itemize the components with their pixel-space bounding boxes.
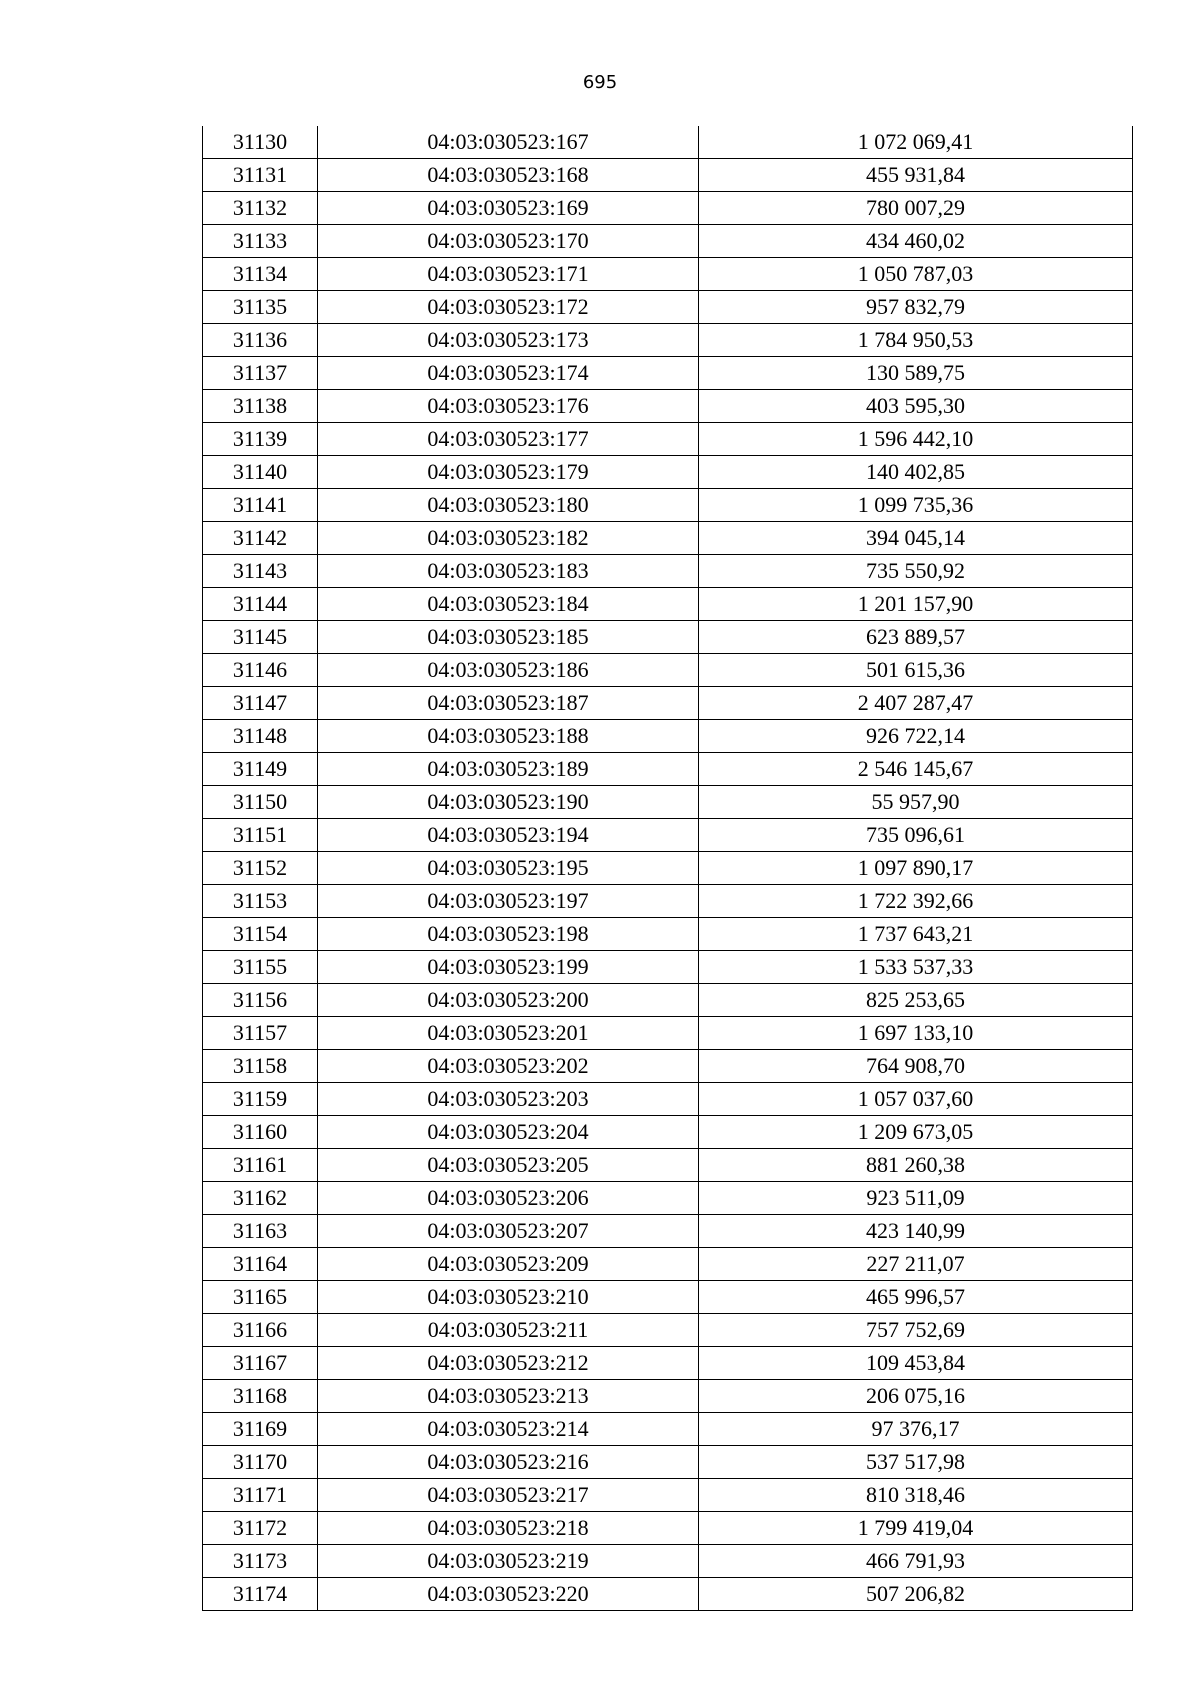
cadastral-number-cell: 04:03:030523:173 xyxy=(318,324,699,357)
table-row xyxy=(203,1149,1133,1182)
row-number-cell: 31136 xyxy=(203,324,318,357)
cadastral-value-cell: 1 097 890,17 xyxy=(699,852,1133,885)
cadastral-value-table xyxy=(202,126,1133,1611)
table-row xyxy=(203,984,1133,1017)
cadastral-value-cell: 780 007,29 xyxy=(699,192,1133,225)
cadastral-value-cell: 1 050 787,03 xyxy=(699,258,1133,291)
row-number-cell: 31147 xyxy=(203,687,318,720)
row-number-cell: 31131 xyxy=(203,159,318,192)
cadastral-value-cell: 1 057 037,60 xyxy=(699,1083,1133,1116)
row-number-cell: 31171 xyxy=(203,1479,318,1512)
cadastral-number-cell: 04:03:030523:219 xyxy=(318,1545,699,1578)
cadastral-number-cell: 04:03:030523:195 xyxy=(318,852,699,885)
row-number-cell: 31170 xyxy=(203,1446,318,1479)
table-row xyxy=(203,654,1133,687)
table-row xyxy=(203,885,1133,918)
cadastral-value-cell: 206 075,16 xyxy=(699,1380,1133,1413)
cadastral-number-cell: 04:03:030523:189 xyxy=(318,753,699,786)
row-number-cell: 31156 xyxy=(203,984,318,1017)
row-number-cell: 31153 xyxy=(203,885,318,918)
table-row xyxy=(203,720,1133,753)
table-row xyxy=(203,1314,1133,1347)
cadastral-value-cell: 757 752,69 xyxy=(699,1314,1133,1347)
table-row xyxy=(203,423,1133,456)
row-number-cell: 31134 xyxy=(203,258,318,291)
table-row xyxy=(203,390,1133,423)
cadastral-number-cell: 04:03:030523:168 xyxy=(318,159,699,192)
cadastral-value-cell: 130 589,75 xyxy=(699,357,1133,390)
cadastral-value-cell: 735 550,92 xyxy=(699,555,1133,588)
row-number-cell: 31169 xyxy=(203,1413,318,1446)
table-row xyxy=(203,753,1133,786)
table-row xyxy=(203,192,1133,225)
cadastral-value-cell: 466 791,93 xyxy=(699,1545,1133,1578)
cadastral-value-cell: 1 201 157,90 xyxy=(699,588,1133,621)
cadastral-number-cell: 04:03:030523:204 xyxy=(318,1116,699,1149)
cadastral-number-cell: 04:03:030523:182 xyxy=(318,522,699,555)
cadastral-number-cell: 04:03:030523:205 xyxy=(318,1149,699,1182)
cadastral-value-cell: 810 318,46 xyxy=(699,1479,1133,1512)
row-number-cell: 31132 xyxy=(203,192,318,225)
cadastral-number-cell: 04:03:030523:179 xyxy=(318,456,699,489)
row-number-cell: 31157 xyxy=(203,1017,318,1050)
cadastral-number-cell: 04:03:030523:186 xyxy=(318,654,699,687)
row-number-cell: 31160 xyxy=(203,1116,318,1149)
table-row xyxy=(203,1215,1133,1248)
cadastral-number-cell: 04:03:030523:176 xyxy=(318,390,699,423)
table-row xyxy=(203,786,1133,819)
page-number: 695 xyxy=(582,72,618,93)
cadastral-number-cell: 04:03:030523:190 xyxy=(318,786,699,819)
cadastral-number-cell: 04:03:030523:198 xyxy=(318,918,699,951)
table-row xyxy=(203,522,1133,555)
table-row xyxy=(203,1479,1133,1512)
row-number-cell: 31149 xyxy=(203,753,318,786)
row-number-cell: 31164 xyxy=(203,1248,318,1281)
cadastral-value-cell: 881 260,38 xyxy=(699,1149,1133,1182)
cadastral-value-cell: 1 722 392,66 xyxy=(699,885,1133,918)
cadastral-number-cell: 04:03:030523:200 xyxy=(318,984,699,1017)
cadastral-number-cell: 04:03:030523:169 xyxy=(318,192,699,225)
row-number-cell: 31172 xyxy=(203,1512,318,1545)
table-row xyxy=(203,1446,1133,1479)
cadastral-value-cell: 764 908,70 xyxy=(699,1050,1133,1083)
table-row xyxy=(203,126,1133,159)
row-number-cell: 31174 xyxy=(203,1578,318,1611)
row-number-cell: 31166 xyxy=(203,1314,318,1347)
row-number-cell: 31163 xyxy=(203,1215,318,1248)
table-row xyxy=(203,1116,1133,1149)
row-number-cell: 31140 xyxy=(203,456,318,489)
cadastral-value-cell: 1 737 643,21 xyxy=(699,918,1133,951)
cadastral-value-cell: 825 253,65 xyxy=(699,984,1133,1017)
cadastral-value-cell: 507 206,82 xyxy=(699,1578,1133,1611)
cadastral-number-cell: 04:03:030523:180 xyxy=(318,489,699,522)
cadastral-value-cell: 957 832,79 xyxy=(699,291,1133,324)
cadastral-value-cell: 735 096,61 xyxy=(699,819,1133,852)
table-row xyxy=(203,159,1133,192)
table-row xyxy=(203,456,1133,489)
cadastral-value-cell: 2 546 145,67 xyxy=(699,753,1133,786)
row-number-cell: 31145 xyxy=(203,621,318,654)
table-row xyxy=(203,489,1133,522)
cadastral-value-cell: 923 511,09 xyxy=(699,1182,1133,1215)
row-number-cell: 31158 xyxy=(203,1050,318,1083)
cadastral-number-cell: 04:03:030523:218 xyxy=(318,1512,699,1545)
cadastral-value-cell: 1 099 735,36 xyxy=(699,489,1133,522)
row-number-cell: 31133 xyxy=(203,225,318,258)
cadastral-value-cell: 140 402,85 xyxy=(699,456,1133,489)
cadastral-number-cell: 04:03:030523:174 xyxy=(318,357,699,390)
cadastral-number-cell: 04:03:030523:203 xyxy=(318,1083,699,1116)
cadastral-value-cell: 1 596 442,10 xyxy=(699,423,1133,456)
table-row xyxy=(203,918,1133,951)
cadastral-number-cell: 04:03:030523:167 xyxy=(318,126,699,159)
cadastral-number-cell: 04:03:030523:212 xyxy=(318,1347,699,1380)
row-number-cell: 31146 xyxy=(203,654,318,687)
row-number-cell: 31135 xyxy=(203,291,318,324)
cadastral-value-cell: 2 407 287,47 xyxy=(699,687,1133,720)
cadastral-value-cell: 926 722,14 xyxy=(699,720,1133,753)
cadastral-number-cell: 04:03:030523:194 xyxy=(318,819,699,852)
cadastral-number-cell: 04:03:030523:210 xyxy=(318,1281,699,1314)
cadastral-number-cell: 04:03:030523:207 xyxy=(318,1215,699,1248)
cadastral-number-cell: 04:03:030523:187 xyxy=(318,687,699,720)
row-number-cell: 31141 xyxy=(203,489,318,522)
cadastral-number-cell: 04:03:030523:184 xyxy=(318,588,699,621)
row-number-cell: 31162 xyxy=(203,1182,318,1215)
table-row xyxy=(203,819,1133,852)
cadastral-number-cell: 04:03:030523:199 xyxy=(318,951,699,984)
row-number-cell: 31161 xyxy=(203,1149,318,1182)
row-number-cell: 31142 xyxy=(203,522,318,555)
table-row xyxy=(203,621,1133,654)
table-row xyxy=(203,324,1133,357)
cadastral-value-cell: 423 140,99 xyxy=(699,1215,1133,1248)
table-row xyxy=(203,1248,1133,1281)
cadastral-number-cell: 04:03:030523:201 xyxy=(318,1017,699,1050)
table-row xyxy=(203,258,1133,291)
row-number-cell: 31143 xyxy=(203,555,318,588)
row-number-cell: 31130 xyxy=(203,126,318,159)
table-row xyxy=(203,1050,1133,1083)
cadastral-number-cell: 04:03:030523:197 xyxy=(318,885,699,918)
table-row xyxy=(203,588,1133,621)
table-row xyxy=(203,291,1133,324)
table-row xyxy=(203,357,1133,390)
cadastral-number-cell: 04:03:030523:170 xyxy=(318,225,699,258)
row-number-cell: 31154 xyxy=(203,918,318,951)
cadastral-value-cell: 501 615,36 xyxy=(699,654,1133,687)
row-number-cell: 31173 xyxy=(203,1545,318,1578)
table-row xyxy=(203,1512,1133,1545)
table-row xyxy=(203,1413,1133,1446)
cadastral-number-cell: 04:03:030523:214 xyxy=(318,1413,699,1446)
cadastral-value-cell: 394 045,14 xyxy=(699,522,1133,555)
table-row xyxy=(203,687,1133,720)
cadastral-value-cell: 97 376,17 xyxy=(699,1413,1133,1446)
table-row xyxy=(203,1347,1133,1380)
cadastral-value-cell: 1 784 950,53 xyxy=(699,324,1133,357)
cadastral-number-cell: 04:03:030523:172 xyxy=(318,291,699,324)
cadastral-number-cell: 04:03:030523:171 xyxy=(318,258,699,291)
cadastral-number-cell: 04:03:030523:220 xyxy=(318,1578,699,1611)
table-row xyxy=(203,1083,1133,1116)
cadastral-number-cell: 04:03:030523:177 xyxy=(318,423,699,456)
row-number-cell: 31138 xyxy=(203,390,318,423)
table-row xyxy=(203,1281,1133,1314)
row-number-cell: 31150 xyxy=(203,786,318,819)
cadastral-value-cell: 1 533 537,33 xyxy=(699,951,1133,984)
table-row xyxy=(203,852,1133,885)
cadastral-value-cell: 455 931,84 xyxy=(699,159,1133,192)
cadastral-number-cell: 04:03:030523:185 xyxy=(318,621,699,654)
table-row xyxy=(203,225,1133,258)
cadastral-value-cell: 623 889,57 xyxy=(699,621,1133,654)
cadastral-value-cell: 1 697 133,10 xyxy=(699,1017,1133,1050)
row-number-cell: 31168 xyxy=(203,1380,318,1413)
row-number-cell: 31155 xyxy=(203,951,318,984)
row-number-cell: 31137 xyxy=(203,357,318,390)
cadastral-number-cell: 04:03:030523:183 xyxy=(318,555,699,588)
cadastral-value-cell: 55 957,90 xyxy=(699,786,1133,819)
row-number-cell: 31148 xyxy=(203,720,318,753)
table-row xyxy=(203,1545,1133,1578)
table-row xyxy=(203,1182,1133,1215)
cadastral-number-cell: 04:03:030523:211 xyxy=(318,1314,699,1347)
cadastral-number-cell: 04:03:030523:209 xyxy=(318,1248,699,1281)
cadastral-number-cell: 04:03:030523:206 xyxy=(318,1182,699,1215)
table-row xyxy=(203,1578,1133,1611)
cadastral-number-cell: 04:03:030523:213 xyxy=(318,1380,699,1413)
cadastral-number-cell: 04:03:030523:202 xyxy=(318,1050,699,1083)
cadastral-value-cell: 1 209 673,05 xyxy=(699,1116,1133,1149)
row-number-cell: 31139 xyxy=(203,423,318,456)
cadastral-value-cell: 1 072 069,41 xyxy=(699,126,1133,159)
row-number-cell: 31152 xyxy=(203,852,318,885)
row-number-cell: 31144 xyxy=(203,588,318,621)
table-row xyxy=(203,951,1133,984)
row-number-cell: 31159 xyxy=(203,1083,318,1116)
row-number-cell: 31167 xyxy=(203,1347,318,1380)
row-number-cell: 31165 xyxy=(203,1281,318,1314)
cadastral-value-cell: 537 517,98 xyxy=(699,1446,1133,1479)
table-row xyxy=(203,555,1133,588)
cadastral-value-cell: 434 460,02 xyxy=(699,225,1133,258)
cadastral-value-cell: 403 595,30 xyxy=(699,390,1133,423)
row-number-cell: 31151 xyxy=(203,819,318,852)
table-body xyxy=(203,126,1133,1611)
cadastral-value-cell: 465 996,57 xyxy=(699,1281,1133,1314)
table-row xyxy=(203,1380,1133,1413)
cadastral-number-cell: 04:03:030523:188 xyxy=(318,720,699,753)
cadastral-value-cell: 109 453,84 xyxy=(699,1347,1133,1380)
cadastral-value-cell: 227 211,07 xyxy=(699,1248,1133,1281)
cadastral-value-cell: 1 799 419,04 xyxy=(699,1512,1133,1545)
cadastral-number-cell: 04:03:030523:217 xyxy=(318,1479,699,1512)
cadastral-number-cell: 04:03:030523:216 xyxy=(318,1446,699,1479)
table-row xyxy=(203,1017,1133,1050)
